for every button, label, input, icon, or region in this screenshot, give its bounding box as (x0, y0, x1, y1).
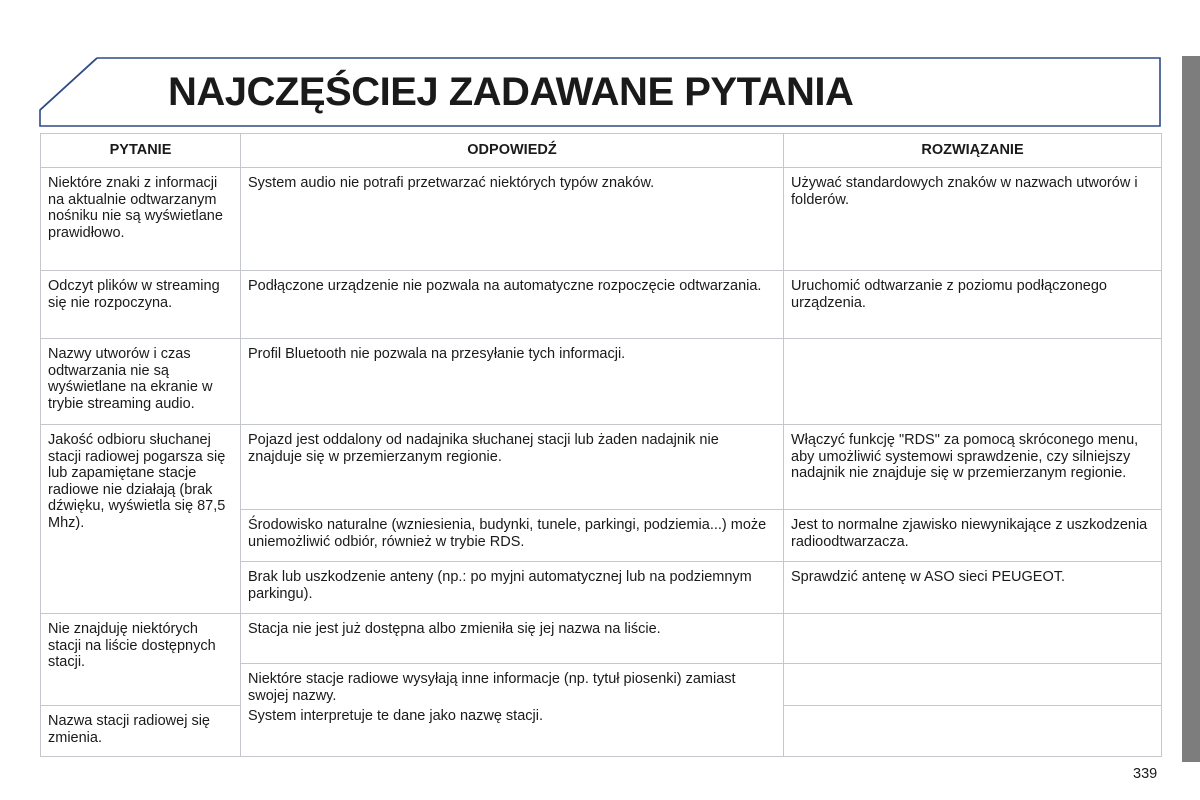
table-row (41, 614, 1162, 664)
answer-cell: Pojazd jest oddalony od nadajnika słuchanej stacji lub żaden nadajnik nie znajduje się w przemierzanym regionie. (241, 425, 784, 510)
answer-cell: Stacja nie jest już dostępna albo zmieniła się jej nazwa na liście. (241, 614, 784, 664)
answer-cell: Podłączone urządzenie nie pozwala na automatyczne rozpoczęcie odtwarzania. (241, 271, 784, 339)
answer-cell: Profil Bluetooth nie pozwala na przesyłanie tych informacji. (241, 339, 784, 425)
table-row (41, 425, 1162, 510)
question-cell: Nie znajduję niektórych stacji na liście dostępnych stacji. (41, 614, 241, 706)
question-cell: Nazwa stacji radiowej się zmienia. (41, 706, 241, 757)
table-row (41, 339, 1162, 425)
solution-cell: Sprawdzić antenę w ASO sieci PEUGEOT. (784, 562, 1162, 614)
header-solution: ROZWIĄZANIE (784, 134, 1162, 168)
solution-cell: Używać standardowych znaków w nazwach utworów i folderów. (784, 168, 1162, 271)
question-cell: Jakość odbioru słuchanej stacji radiowej pogarsza się lub zapamiętane stacje radiowe nie działają (brak dźwięku, wyświetla się 87,5 Mhz). (41, 425, 241, 614)
answer-cell: Środowisko naturalne (wzniesienia, budynki, tunele, parkingi, podziemia...) może uniemożliwić odbiór, również w trybie RDS. (241, 510, 784, 562)
solution-cell (784, 664, 1162, 706)
answer-cell: System interpretuje te dane jako nazwę stacji. (248, 708, 543, 724)
faq-table (40, 133, 1162, 757)
answer-cell: System audio nie potrafi przetwarzać niektórych typów znaków. (241, 168, 784, 271)
solution-cell (784, 339, 1162, 425)
table-row (41, 168, 1162, 271)
table-row (41, 271, 1162, 339)
table-header-row (41, 134, 1162, 168)
solution-cell (784, 706, 1162, 757)
question-cell: Niektóre znaki z informacji na aktualnie odtwarzanym nośniku nie są wyświetlane prawidłowo. (41, 168, 241, 271)
page-title: NAJCZĘŚCIEJ ZADAWANE PYTANIA (168, 70, 854, 114)
answer-cell: Brak lub uszkodzenie anteny (np.: po myjni automatycznej lub na podziemnym parkingu). (241, 562, 784, 614)
solution-cell: Uruchomić odtwarzanie z poziomu podłączonego urządzenia. (784, 271, 1162, 339)
page-number: 339 (1133, 766, 1158, 782)
solution-cell: Włączyć funkcję "RDS" za pomocą skróconego menu, aby umożliwić systemowi sprawdzenie, czy silniejszy nadajnik nie znajduje się w przemierzanym regionie. (784, 425, 1162, 510)
chapter-tab (1182, 56, 1200, 762)
solution-cell: Jest to normalne zjawisko niewynikające z uszkodzenia radioodtwarzacza. (784, 510, 1162, 562)
question-cell: Nazwy utworów i czas odtwarzania nie są wyświetlane na ekranie w trybie streaming audio. (41, 339, 241, 425)
question-cell: Odczyt plików w streaming się nie rozpoczyna. (41, 271, 241, 339)
header-answer: ODPOWIEDŹ (241, 134, 784, 168)
answer-cell: Niektóre stacje radiowe wysyłają inne informacje (np. tytuł piosenki) zamiast swojej nazwy. System interpretuje te dane jako nazwę stacji. (241, 664, 784, 757)
header-question: PYTANIE (41, 134, 241, 168)
solution-cell (784, 614, 1162, 664)
